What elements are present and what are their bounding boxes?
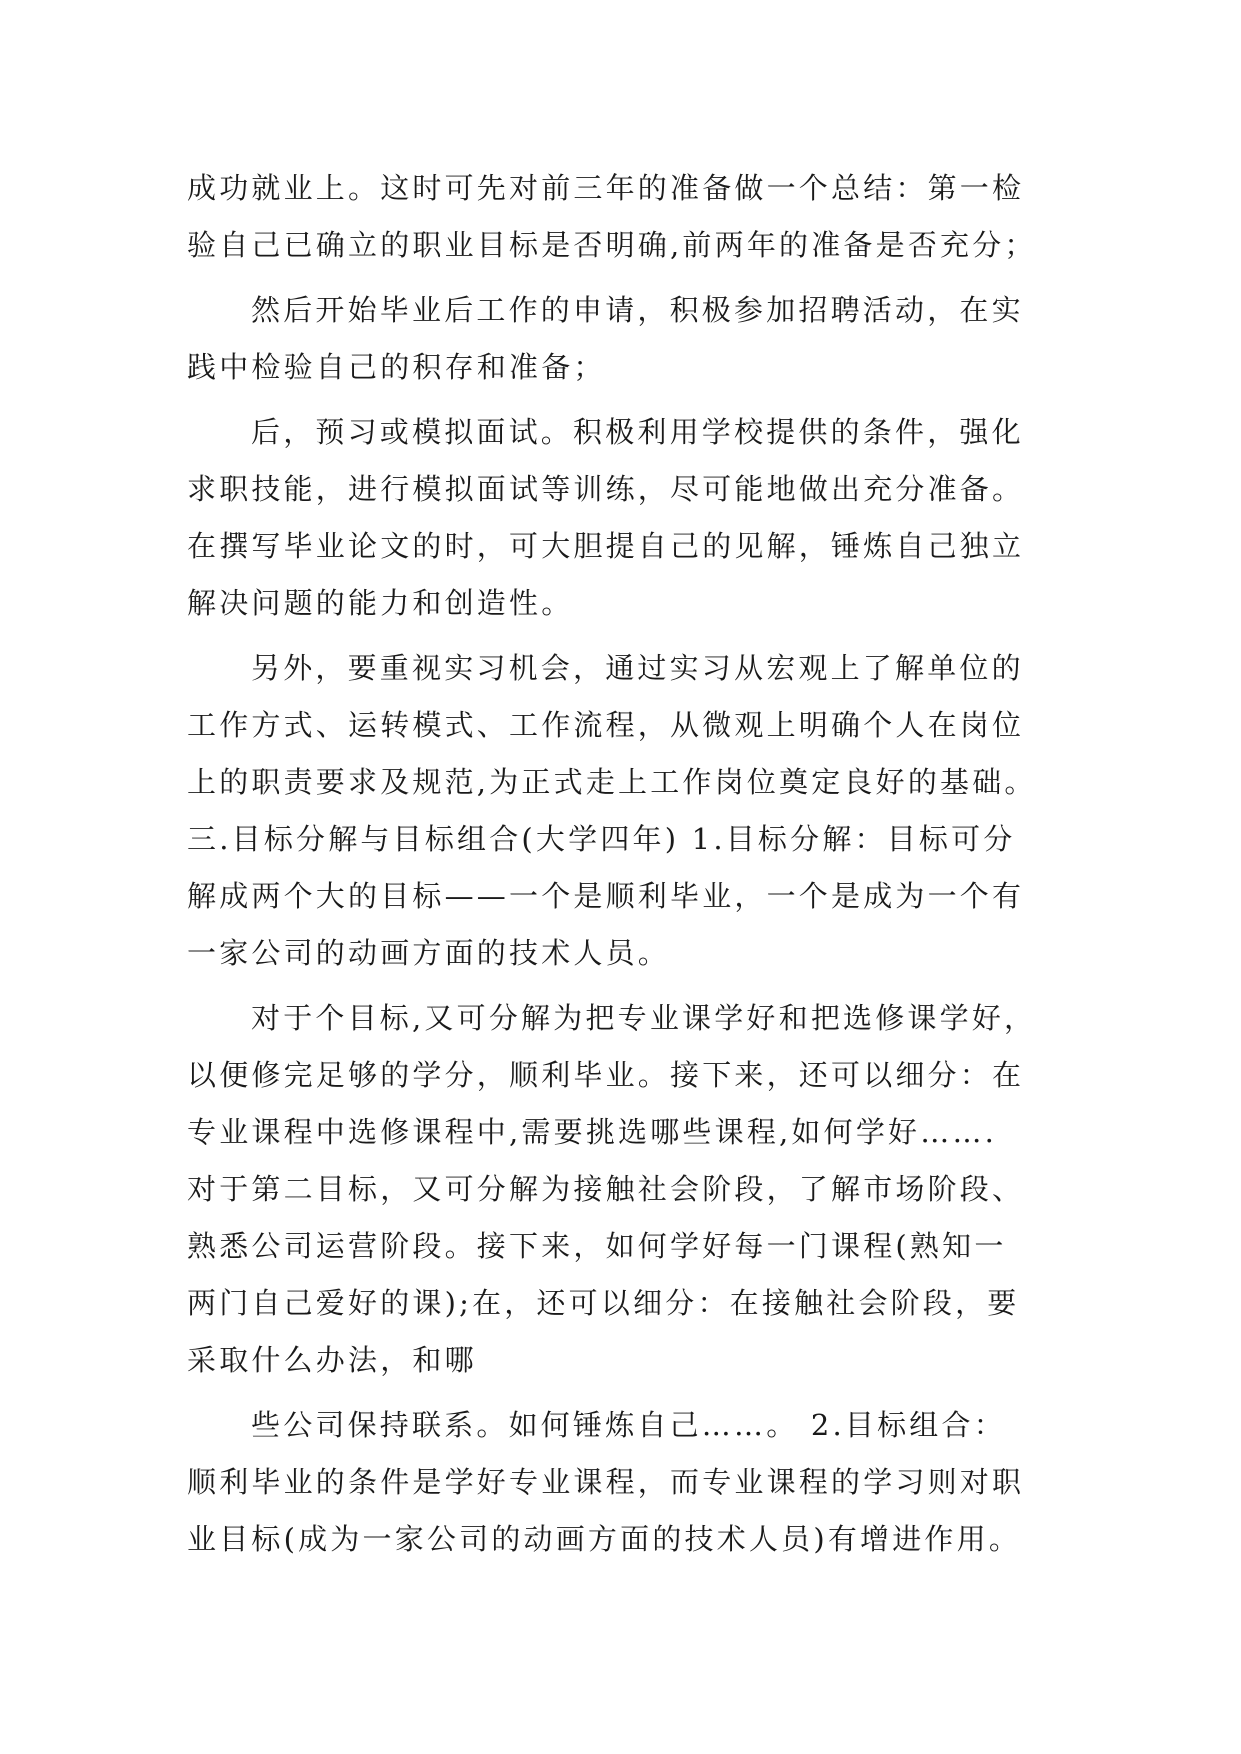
text-line: 对于个目标,又可分解为把专业课学好和把选修课学好，: [251, 1001, 1037, 1035]
text-line: 验自己已确立的职业目标是否明确,前两年的准备是否充分；: [187, 228, 1037, 262]
text-line: 在撰写毕业论文的时，可大胆提自己的见解，锤炼自己独立: [187, 529, 1025, 563]
text-line: 解成两个大的目标——一个是顺利毕业，一个是成为一个有: [187, 879, 1025, 913]
text-line: 两门自己爱好的课);在，还可以细分：在接触社会阶段，要: [187, 1286, 1020, 1320]
text-line: 顺利毕业的条件是学好专业课程，而专业课程的学习则对职: [187, 1465, 1025, 1499]
text-line: 上的职责要求及规范,为正式走上工作岗位奠定良好的基础。: [187, 765, 1037, 799]
text-line: 工作方式、运转模式、工作流程，从微观上明确个人在岗位: [187, 708, 1025, 742]
text-line: 成功就业上。这时可先对前三年的准备做一个总结：第一检: [187, 171, 1025, 205]
text-line: 对于第二目标，又可分解为接触社会阶段，了解市场阶段、: [187, 1172, 1025, 1206]
document-body: [187, 160, 1067, 1568]
text-line: 些公司保持联系。如何锤炼自己……。 2.目标组合：: [251, 1408, 1006, 1442]
text-line: 三.目标分解与目标组合(大学四年) 1.目标分解：目标可分: [187, 822, 1016, 856]
text-line: 后，预习或模拟面试。积极利用学校提供的条件，强化: [251, 415, 1024, 449]
text-line: 解决问题的能力和创造性。: [187, 586, 574, 620]
text-line: 业目标(成为一家公司的动画方面的技术人员)有增进作用。: [187, 1522, 1022, 1556]
text-line: 以便修完足够的学分，顺利毕业。接下来，还可以细分：在: [187, 1058, 1025, 1092]
text-line: 践中检验自己的积存和准备；: [187, 350, 606, 384]
text-line: 求职技能，进行模拟面试等训练，尽可能地做出充分准备。: [187, 472, 1025, 506]
text-line: 熟悉公司运营阶段。接下来，如何学好每一门课程(熟知一: [187, 1229, 1007, 1263]
text-line: 然后开始毕业后工作的申请，积极参加招聘活动，在实: [251, 293, 1024, 327]
text-line: 专业课程中选修课程中,需要挑选哪些课程,如何学好…….: [187, 1115, 998, 1149]
text-line: 另外，要重视实习机会，通过实习从宏观上了解单位的: [251, 651, 1024, 685]
text-line: 一家公司的动画方面的技术人员。: [187, 936, 671, 970]
text-line: 采取什么办法，和哪: [187, 1343, 477, 1377]
